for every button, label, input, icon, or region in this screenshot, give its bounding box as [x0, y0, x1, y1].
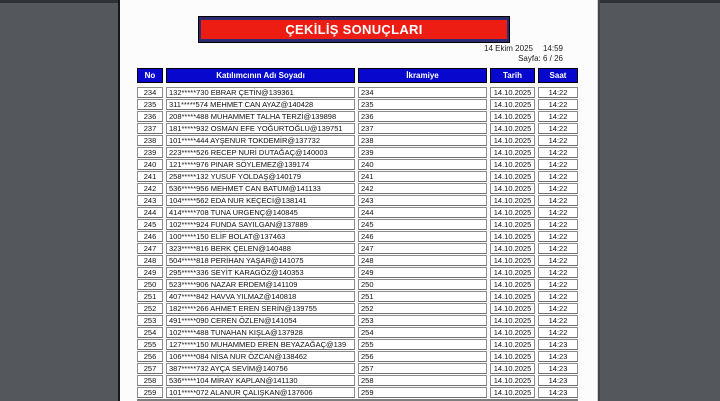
- cell-time: 14:22: [538, 207, 578, 218]
- table-row: [137, 195, 578, 207]
- cell-name: 504*****818 PERİHAN YAŞAR@141075: [166, 255, 355, 266]
- cell-name: 323*****816 BERK ÇELEN@140488: [166, 243, 355, 254]
- table-row: [137, 147, 578, 159]
- cell-prize: 249: [358, 267, 487, 278]
- table-row: [137, 171, 578, 183]
- cell-prize: 253: [358, 315, 487, 326]
- table-row: [137, 123, 578, 135]
- cell-date: 14.10.2025: [490, 303, 535, 314]
- cell-time: 14:22: [538, 267, 578, 278]
- report-date: 14 Ekim 2025: [484, 44, 533, 53]
- report-meta: [484, 44, 563, 64]
- cell-no: 257: [137, 363, 163, 374]
- table-row: [137, 135, 578, 147]
- cell-prize: 239: [358, 147, 487, 158]
- table-row: [137, 291, 578, 303]
- cell-no: 236: [137, 111, 163, 122]
- table-row: [137, 219, 578, 231]
- cell-time: 14:22: [538, 159, 578, 170]
- cell-no: 255: [137, 339, 163, 350]
- cell-name: 181*****932 OSMAN EFE YOĞURTOĞLU@139751: [166, 123, 355, 134]
- column-header-date: Tarih: [490, 68, 535, 83]
- cell-no: 247: [137, 243, 163, 254]
- cell-no: 241: [137, 171, 163, 182]
- cell-prize: 241: [358, 171, 487, 182]
- cell-time: 14:23: [538, 351, 578, 362]
- cell-time: 14:22: [538, 255, 578, 266]
- cell-name: 523*****906 NAZAR ERDEM@141109: [166, 279, 355, 290]
- cell-date: 14.10.2025: [490, 123, 535, 134]
- cell-date: 14.10.2025: [490, 99, 535, 110]
- cell-date: 14.10.2025: [490, 291, 535, 302]
- table-row: [137, 363, 578, 375]
- cell-prize: 256: [358, 351, 487, 362]
- table-row: [137, 207, 578, 219]
- table-row: [137, 159, 578, 171]
- cell-date: 14.10.2025: [490, 255, 535, 266]
- cell-date: 14.10.2025: [490, 135, 535, 146]
- cell-date: 14.10.2025: [490, 375, 535, 386]
- cell-prize: 246: [358, 231, 487, 242]
- table-row: [137, 87, 578, 99]
- table-row: [137, 339, 578, 351]
- cell-no: 258: [137, 375, 163, 386]
- cell-date: 14.10.2025: [490, 315, 535, 326]
- cell-time: 14:22: [538, 99, 578, 110]
- cell-no: 250: [137, 279, 163, 290]
- cell-prize: 259: [358, 387, 487, 398]
- cell-date: 14.10.2025: [490, 363, 535, 374]
- cell-prize: 250: [358, 279, 487, 290]
- cell-name: 414*****708 TUNA URGENÇ@140845: [166, 207, 355, 218]
- column-header-no: No: [137, 68, 163, 83]
- cell-time: 14:22: [538, 303, 578, 314]
- table-row: [137, 375, 578, 387]
- table-header: [137, 68, 578, 83]
- cell-name: 104*****562 EDA NUR KEÇECİ@138141: [166, 195, 355, 206]
- cell-no: 242: [137, 183, 163, 194]
- table-row: [137, 327, 578, 339]
- cell-no: 259: [137, 387, 163, 398]
- cell-prize: 243: [358, 195, 487, 206]
- cell-prize: 244: [358, 207, 487, 218]
- cell-prize: 252: [358, 303, 487, 314]
- cell-name: 407*****842 HAVVA YILMAZ@140818: [166, 291, 355, 302]
- cell-date: 14.10.2025: [490, 339, 535, 350]
- cell-prize: 245: [358, 219, 487, 230]
- table-body: [137, 87, 578, 399]
- cell-prize: 257: [358, 363, 487, 374]
- title-banner: [198, 16, 510, 43]
- cell-prize: 255: [358, 339, 487, 350]
- cell-name: 102*****488 TUNAHAN KIŞLA@137928: [166, 327, 355, 338]
- report-datetime: [484, 44, 563, 54]
- cell-no: 235: [137, 99, 163, 110]
- cell-prize: 236: [358, 111, 487, 122]
- cell-date: 14.10.2025: [490, 171, 535, 182]
- cell-no: 245: [137, 219, 163, 230]
- cell-prize: 247: [358, 243, 487, 254]
- cell-prize: 235: [358, 99, 487, 110]
- table-row: [137, 315, 578, 327]
- cell-time: 14:22: [538, 327, 578, 338]
- cell-time: 14:22: [538, 183, 578, 194]
- cell-date: 14.10.2025: [490, 231, 535, 242]
- page-indicator: Sayfa: 6 / 26: [518, 54, 563, 63]
- table-row: [137, 303, 578, 315]
- cell-prize: 248: [358, 255, 487, 266]
- cell-date: 14.10.2025: [490, 195, 535, 206]
- cell-date: 14.10.2025: [490, 243, 535, 254]
- cell-date: 14.10.2025: [490, 207, 535, 218]
- cell-name: 121*****976 PINAR SÖYLEMEZ@139174: [166, 159, 355, 170]
- table-row: [137, 183, 578, 195]
- cell-prize: 237: [358, 123, 487, 134]
- column-header-participant-name: Katılımcının Adı Soyadı: [166, 68, 355, 83]
- cell-prize: 240: [358, 159, 487, 170]
- cell-prize: 238: [358, 135, 487, 146]
- cell-date: 14.10.2025: [490, 159, 535, 170]
- cell-name: 101*****444 AYŞENUR TOKDEMİR@137732: [166, 135, 355, 146]
- cell-date: 14.10.2025: [490, 183, 535, 194]
- cell-date: 14.10.2025: [490, 87, 535, 98]
- cell-no: 238: [137, 135, 163, 146]
- cell-name: 387*****732 AYÇA SEVİM@140756: [166, 363, 355, 374]
- cell-no: 249: [137, 267, 163, 278]
- cell-prize: 234: [358, 87, 487, 98]
- cell-no: 248: [137, 255, 163, 266]
- cell-date: 14.10.2025: [490, 111, 535, 122]
- cell-time: 14:23: [538, 375, 578, 386]
- cell-name: 536*****956 MEHMET CAN BATUM@141133: [166, 183, 355, 194]
- table-row: [137, 351, 578, 363]
- table-row: [137, 387, 578, 399]
- cell-time: 14:23: [538, 363, 578, 374]
- cell-no: 234: [137, 87, 163, 98]
- cell-time: 14:22: [538, 243, 578, 254]
- cell-name: 127*****150 MUHAMMED EREN BEYAZAĞAÇ@139: [166, 339, 355, 350]
- cell-time: 14:22: [538, 195, 578, 206]
- table-row: [137, 231, 578, 243]
- cell-name: 208*****488 MUHAMMET TALHA TERZİ@139898: [166, 111, 355, 122]
- table-row: [137, 111, 578, 123]
- cell-date: 14.10.2025: [490, 267, 535, 278]
- cell-no: 256: [137, 351, 163, 362]
- cell-prize: 242: [358, 183, 487, 194]
- cell-prize: 251: [358, 291, 487, 302]
- cell-time: 14:22: [538, 123, 578, 134]
- cell-no: 240: [137, 159, 163, 170]
- table-row: [137, 255, 578, 267]
- cell-date: 14.10.2025: [490, 351, 535, 362]
- cell-name: 100*****150 ELİF BOLAT@137463: [166, 231, 355, 242]
- cell-name: 258*****132 YUSUF YOLDAŞ@140179: [166, 171, 355, 182]
- cell-date: 14.10.2025: [490, 279, 535, 290]
- title-banner-inner: [201, 20, 507, 39]
- cell-date: 14.10.2025: [490, 147, 535, 158]
- column-header-time: Saat: [538, 68, 578, 83]
- cell-no: 254: [137, 327, 163, 338]
- cell-name: 182*****266 AHMET EREN SERİN@139755: [166, 303, 355, 314]
- cell-time: 14:22: [538, 171, 578, 182]
- cell-time: 14:22: [538, 87, 578, 98]
- cell-name: 311*****574 MEHMET CAN AYAZ@140428: [166, 99, 355, 110]
- cell-no: 252: [137, 303, 163, 314]
- cell-date: 14.10.2025: [490, 387, 535, 398]
- cell-name: 536*****104 MİRAY KAPLAN@141130: [166, 375, 355, 386]
- cell-no: 246: [137, 231, 163, 242]
- column-header-prize: İkramiye: [358, 68, 487, 83]
- cell-name: 102*****924 FUNDA SAYILGAN@137889: [166, 219, 355, 230]
- cell-time: 14:22: [538, 279, 578, 290]
- table-row: [137, 99, 578, 111]
- cell-time: 14:23: [538, 339, 578, 350]
- cell-time: 14:22: [538, 291, 578, 302]
- cell-time: 14:22: [538, 315, 578, 326]
- table-row: [137, 279, 578, 291]
- cell-prize: 254: [358, 327, 487, 338]
- cell-no: 239: [137, 147, 163, 158]
- report-page: [118, 0, 597, 401]
- cell-time: 14:23: [538, 387, 578, 398]
- table-row: [137, 243, 578, 255]
- cell-no: 251: [137, 291, 163, 302]
- cell-time: 14:22: [538, 135, 578, 146]
- cell-name: 132*****730 EBRAR ÇETİN@139361: [166, 87, 355, 98]
- cell-name: 223*****526 RECEP NURİ DUTAĞAÇ@140003: [166, 147, 355, 158]
- cell-time: 14:22: [538, 231, 578, 242]
- cell-name: 491*****090 CEREN ÖZLEN@141054: [166, 315, 355, 326]
- page-title: ÇEKİLİŞ SONUÇLARI: [285, 22, 423, 37]
- report-time: 14:59: [542, 44, 563, 53]
- cell-date: 14.10.2025: [490, 327, 535, 338]
- cell-time: 14:22: [538, 219, 578, 230]
- cell-no: 253: [137, 315, 163, 326]
- cell-time: 14:22: [538, 111, 578, 122]
- cell-no: 244: [137, 207, 163, 218]
- cell-no: 237: [137, 123, 163, 134]
- cell-prize: 258: [358, 375, 487, 386]
- cell-name: 101*****072 ALANUR ÇALIŞKAN@137606: [166, 387, 355, 398]
- cell-no: 243: [137, 195, 163, 206]
- cell-time: 14:22: [538, 147, 578, 158]
- table-row: [137, 267, 578, 279]
- cell-date: 14.10.2025: [490, 219, 535, 230]
- cell-name: 106*****084 NİSA NUR ÖZCAN@138462: [166, 351, 355, 362]
- cell-name: 295*****336 SEYİT KARAGÖZ@140353: [166, 267, 355, 278]
